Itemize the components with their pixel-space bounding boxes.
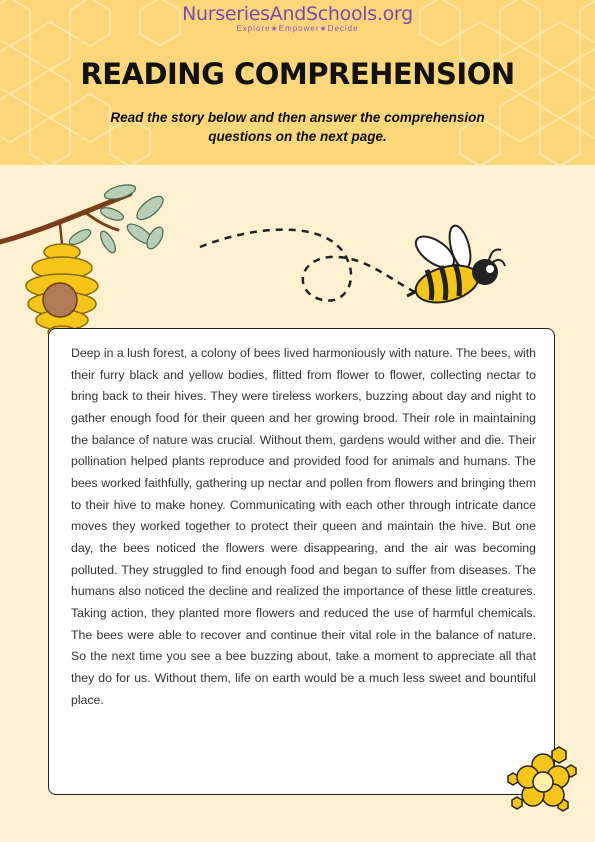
flower-icon bbox=[503, 743, 578, 818]
story-box bbox=[48, 328, 555, 795]
site-logo[interactable]: NurseriesAndSchools.org bbox=[182, 3, 413, 25]
page-header bbox=[0, 0, 595, 165]
story-text: Deep in a lush forest, a colony of bees lived harmoniously with nature. The bees, with their furry black and yellow bodies, flitted from flower to flower, collecting nectar to bring back to their hives. They were tireless workers, buzzing about day and night to gather enough food for their queen and her growing brood. Their role in maintaining the balance of nature was crucial. Without them, gardens would wither and die. Their pollination helped plants reproduce and provided food for animals and humans. The bees worked faithfully, gathering up nectar and pollen from flowers and bringing them to their hive to make honey. Communicating with each other through intricate dance moves they worked together to protect their queen and maintain the hive. But one day, the bees noticed the flowers were disappearing, and the air was becoming polluted. They struggled to find enough food and began to suffer from diseases. The humans also noticed the decline and realized the importance of these little creatures. Taking action, they planted more flowers and reduced the use of harmful chemicals. The bees were able to recover and continue their vital role in the balance of nature. So the next time you see a bee buzzing about, take a moment to appreciate all that they do for us. Without them, life on earth would be a much less sweet and bountiful place. bbox=[71, 346, 536, 707]
beehive-icon bbox=[0, 182, 175, 347]
page-title: READING COMPREHENSION bbox=[80, 57, 515, 91]
site-tagline: Explore★Empower★Decide bbox=[236, 24, 359, 33]
bee-icon bbox=[405, 222, 515, 312]
flight-path bbox=[195, 215, 425, 310]
instructions-text: Read the story below and then answer the comprehension questions on the next page. bbox=[110, 110, 485, 144]
